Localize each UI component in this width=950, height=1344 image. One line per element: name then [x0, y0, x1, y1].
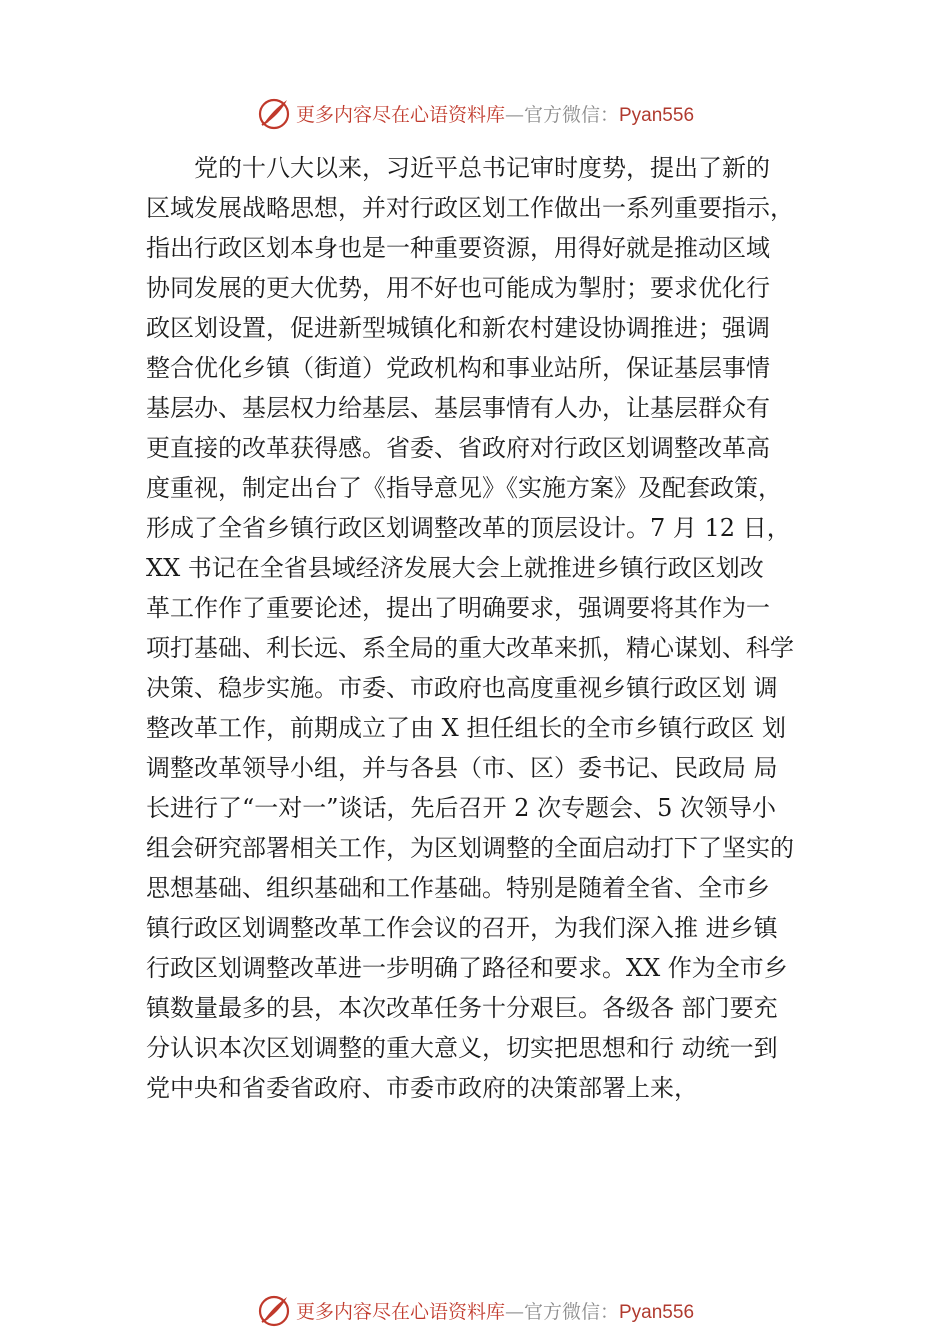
quill-seal-icon — [256, 1292, 292, 1328]
body-line: 镇数量最多的县，本次改革任务十分艰巨。各级各 部门要充 — [146, 994, 778, 1022]
body-line: 区域发展战略思想，并对行政区划工作做出一系列重要指示， — [146, 194, 794, 222]
footer-account: Pyan556 — [619, 1301, 695, 1323]
quill-seal-icon — [256, 95, 292, 131]
body-line: 更直接的改革获得感。省委、省政府对行政区划调整改革高 — [146, 434, 770, 462]
header-wechat-label: 官方微信： — [523, 103, 619, 126]
body-line: 协同发展的更大优势，用不好也可能成为掣肘；要求优化行 — [146, 274, 770, 302]
body-line: 决策、稳步实施。市委、市政府也高度重视乡镇行政区划 调 — [146, 674, 778, 702]
body-line: 整合优化乡镇（街道）党政机构和事业站所，保证基层事情 — [146, 354, 770, 382]
header-separator: — — [504, 103, 524, 126]
body-line: 革工作作了重要论述，提出了明确要求，强调要将其作为一 — [146, 594, 770, 622]
body-line: 党的十八大以来，习近平总书记审时度势，提出了新的 — [194, 154, 770, 182]
body-line: 度重视，制定出台了《指导意见》《实施方案》及配套政策， — [146, 474, 782, 502]
body-line: XX 书记在全省县域经济发展大会上就推进乡镇行政区划改 — [146, 554, 764, 582]
footer-brand: 更多内容尽在心语资料库 — [295, 1300, 505, 1323]
body-line: 调整改革领导小组，并与各县（市、区）委书记、民政局 局 — [146, 754, 778, 782]
header-text — [296, 100, 694, 127]
body-line: 形成了全省乡镇行政区划调整改革的顶层设计。7 月 12 日， — [146, 514, 791, 542]
footer-separator: — — [504, 1300, 524, 1323]
header-account: Pyan556 — [619, 104, 695, 126]
header-brand: 更多内容尽在心语资料库 — [295, 103, 505, 126]
document-body — [146, 148, 846, 1108]
body-line: 项打基础、利长远、系全局的重大改革来抓，精心谋划、科学 — [146, 634, 794, 662]
body-line: 整改革工作，前期成立了由 X 担任组长的全市乡镇行政区 划 — [146, 714, 786, 742]
body-line: 党中央和省委省政府、市委市政府的决策部署上来， — [146, 1074, 698, 1102]
body-line: 政区划设置，促进新型城镇化和新农村建设协调推进；强调 — [146, 314, 770, 342]
footer-text — [296, 1297, 694, 1324]
body-line: 行政区划调整改革进一步明确了路径和要求。XX 作为全市乡 — [146, 954, 788, 982]
body-line: 分认识本次区划调整的重大意义，切实把思想和行 动统一到 — [146, 1034, 778, 1062]
body-line: 思想基础、组织基础和工作基础。特别是随着全省、全市乡 — [146, 874, 770, 902]
header-watermark — [0, 93, 950, 133]
body-line: 镇行政区划调整改革工作会议的召开，为我们深入推 进乡镇 — [146, 914, 778, 942]
body-line: 组会研究部署相关工作，为区划调整的全面启动打下了坚实的 — [146, 834, 794, 862]
body-line: 长进行了“一对一”谈话，先后召开 2 次专题会、5 次领导小 — [146, 794, 776, 822]
footer-watermark — [0, 1290, 950, 1330]
body-line: 指出行政区划本身也是一种重要资源，用得好就是推动区域 — [146, 234, 770, 262]
body-line: 基层办、基层权力给基层、基层事情有人办，让基层群众有 — [146, 394, 770, 422]
footer-wechat-label: 官方微信： — [523, 1300, 619, 1323]
